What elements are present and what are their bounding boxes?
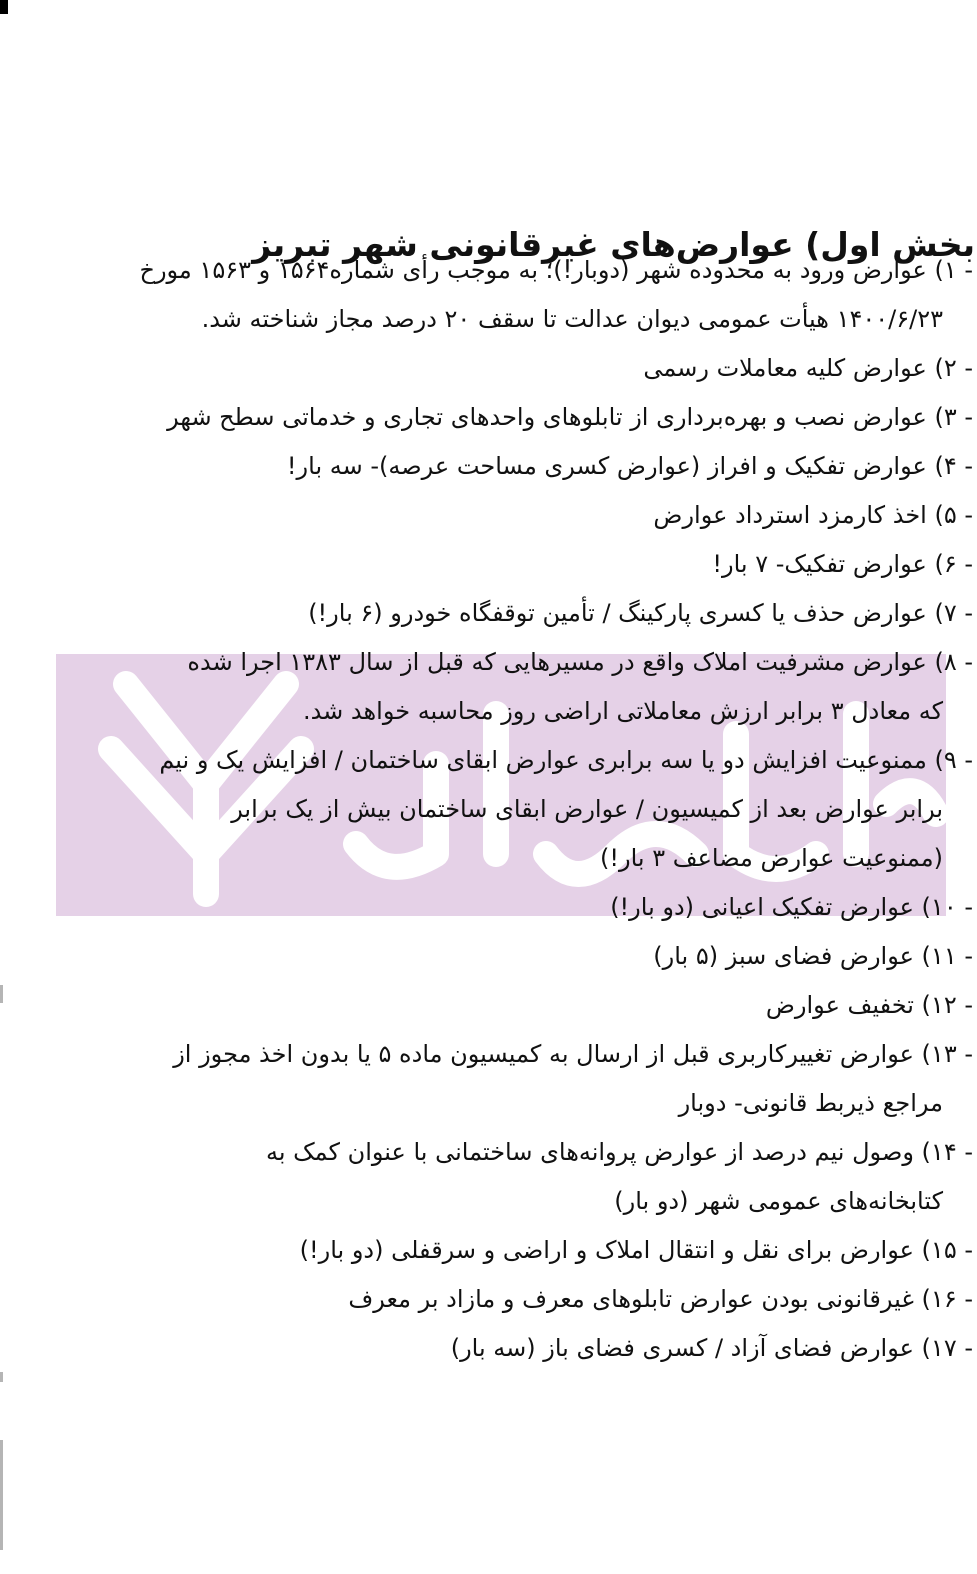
fee-item-line: - ۶) عوارض تفکیک- ۷ بار!: [712, 550, 973, 578]
fee-item: [148, 1128, 973, 1226]
page-heading: بخش اول) عوارض‌های غیرقانونی شهر تبریز: [252, 225, 975, 264]
scan-corner-mark: [0, 0, 8, 14]
fee-item-line: - ۱) عوارض ورود به محدوده شهر (دوبار!)؛ به موجب رأی شماره۱۵۶۴ و ۱۵۶۳ مورخ: [139, 256, 973, 284]
fee-item: [148, 491, 973, 540]
fee-item-line: که معادل ۳ برابر ارزش معاملاتی اراضی روز محاسبه خواهد شد.: [302, 697, 943, 725]
fee-item-line: مراجع ذیربط قانونی- دوبار: [678, 1089, 943, 1117]
illegal-fees-list: [139, 246, 973, 1373]
fee-item: [148, 1226, 973, 1275]
fee-item-line: - ۱۲) تخفیف عوارض: [765, 991, 973, 1019]
fee-item-line: - ۱۳) عوارض تغییرکاربری قبل از ارسال به کمیسیون ماده ۵ یا بدون اخذ مجوز از: [173, 1040, 973, 1068]
fee-item-line: - ۳) عوارض نصب و بهره‌برداری از تابلوهای واحدهای تجاری و خدماتی سطح شهر: [167, 403, 973, 431]
fee-item: [148, 1275, 973, 1324]
fee-item: [148, 981, 973, 1030]
fee-item-line: - ۱۱) عوارض فضای سبز (۵ بار): [653, 942, 973, 970]
scan-speck: [0, 1372, 3, 1382]
fee-item: [148, 1324, 973, 1373]
fee-item: [148, 589, 973, 638]
fee-item-line: - ۱۴) وصول نیم درصد از عوارض پروانه‌های ساختمانی با عنوان کمک به: [266, 1138, 973, 1166]
fee-item: [148, 344, 973, 393]
fee-item: [148, 736, 973, 883]
fee-item-line: - ۱۵) عوارض برای نقل و انتقال املاک و اراضی و سرقفلی (دو بار!): [299, 1236, 973, 1264]
fee-item-line: ۱۴۰۰/۶/۲۳ هیأت عمومی دیوان عدالت تا سقف ۲۰ درصد مجاز شناخته شد.: [201, 305, 943, 333]
fee-item-line: - ۹) ممنوعیت افزایش دو یا سه برابری عوارض ابقای ساختمان / افزایش یک و نیم: [159, 746, 973, 774]
fee-item: [148, 638, 973, 736]
fee-item-line: - ۲) عوارض کلیه معاملات رسمی: [643, 354, 973, 382]
fee-item: [139, 246, 973, 344]
fee-item-line: برابر عوارض بعد از کمیسیون / عوارض ابقای ساختمان بیش از یک برابر: [231, 795, 943, 823]
fee-item: [148, 932, 973, 981]
fee-item: [148, 1030, 973, 1128]
fee-item-line: - ۱۶) غیرقانونی بودن عوارض تابلوهای معرف و مازاد بر معرف: [348, 1285, 973, 1313]
fee-item-line: (ممنوعیت عوارض مضاعف ۳ بار!): [600, 844, 943, 872]
scan-speck: [0, 985, 3, 1003]
fee-item-line: - ۱۷) عوارض فضای آزاد / کسری فضای باز (سه بار): [450, 1334, 973, 1362]
fee-item-line: - ۱۰) عوارض تفکیک اعیانی (دو بار!): [610, 893, 973, 921]
fee-item: [148, 442, 973, 491]
scan-speck: [0, 1440, 3, 1550]
fee-item-line: - ۴) عوارض تفکیک و افراز (عوارض کسری مساحت عرصه)- سه بار!: [286, 452, 973, 480]
fee-item: [148, 540, 973, 589]
fee-item: [148, 393, 973, 442]
fee-item-line: کتابخانه‌های عمومی شهر (دو بار): [614, 1187, 943, 1215]
fee-item-line: - ۷) عوارض حذف یا کسری پارکینگ / تأمین توقفگاه خودرو (۶ بار!): [308, 599, 973, 627]
fee-item-line: - ۸) عوارض مشرفیت املاک واقع در مسیرهایی که قبل از سال ۱۳۸۳ اجرا شده: [187, 648, 973, 676]
fee-item: [148, 883, 973, 932]
fee-item-line: - ۵) اخذ کارمزد استرداد عوارض: [653, 501, 973, 529]
